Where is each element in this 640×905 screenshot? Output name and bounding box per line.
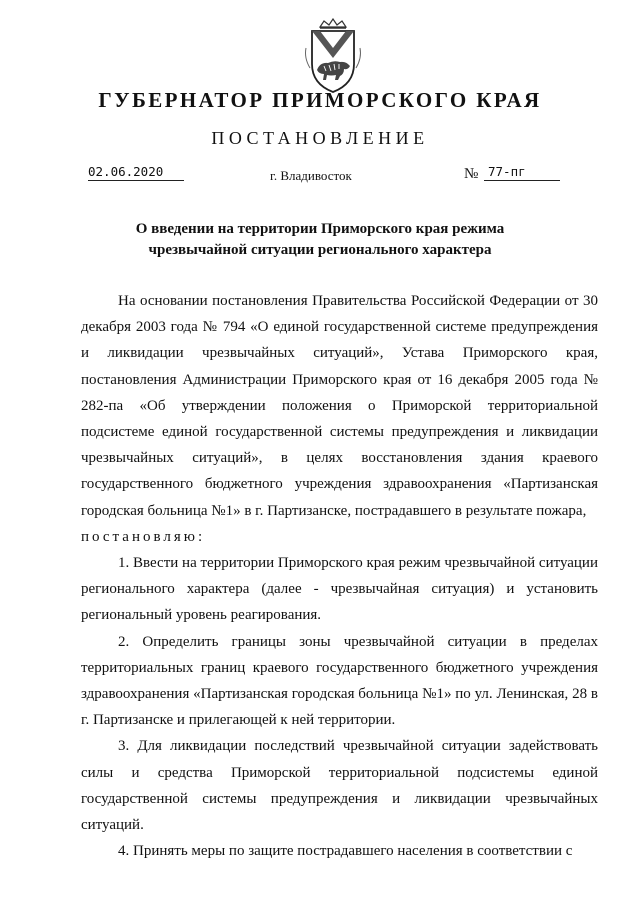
authority-title: ГУБЕРНАТОР ПРИМОРСКОГО КРАЯ [98,88,542,112]
clause-4: 4. Принять меры по защите пострадавшего населения в соответствии с [118,843,573,860]
number-label: № [464,166,479,182]
decree-word: постановляю: [81,528,206,545]
document-number: 77-пг [484,164,560,181]
document-subject [0,219,640,261]
clause-1: 1. Ввести на территории Приморского края режим чрезвычайной ситуации регионального характера (далее - чрезвычайная ситуация) и установить региональный уровень реагирования. [81,555,598,624]
subject-line-1: О введении на территории Приморского края режима [135,221,505,237]
primorsky-krai-coat-of-arms-icon [298,18,368,96]
document-type: ПОСТАНОВЛЕНИЕ [211,128,429,148]
document-date: 02.06.2020 [88,164,184,181]
preamble-paragraph: На основании постановления Правительства Российской Федерации от 30 декабря 2003 года № 794 «О единой государственной системе предупреждения и ликвидации чрезвычайных ситуаций», Устава Приморского края, постановления Администрации Приморского края от 16 декабря 2005 года № 282-па «Об утверждении положения о Приморской территориальной подсистеме единой государственной системы предупреждения и ликвидации чрезвычайных ситуаций», в целях восстановления здания краевого государственного бюджетного учреждения здравоохранения «Партизанская городская больница №1» в г. Партизанске, пострадавшего в результате пожара, [81,293,598,519]
document-meta [88,164,590,188]
document-city: г. Владивосток [270,168,352,183]
subject-line-2: чрезвычайной ситуации регионального характера [148,242,492,258]
document-body [81,288,598,864]
clause-3: 3. Для ликвидации последствий чрезвычайной ситуации задействовать силы и средства Приморской территориальной подсистемы единой государственной системы предупреждения и ликвидации чрезвычайных ситуаций. [81,738,598,834]
clause-2: 2. Определить границы зоны чрезвычайной ситуации в пределах территориальных границ краевого государственного бюджетного учреждения здравоохранения «Партизанская городская больница №1» по ул. Ленинская, 28 в г. Партизанске и прилегающей к ней территории. [81,633,598,729]
